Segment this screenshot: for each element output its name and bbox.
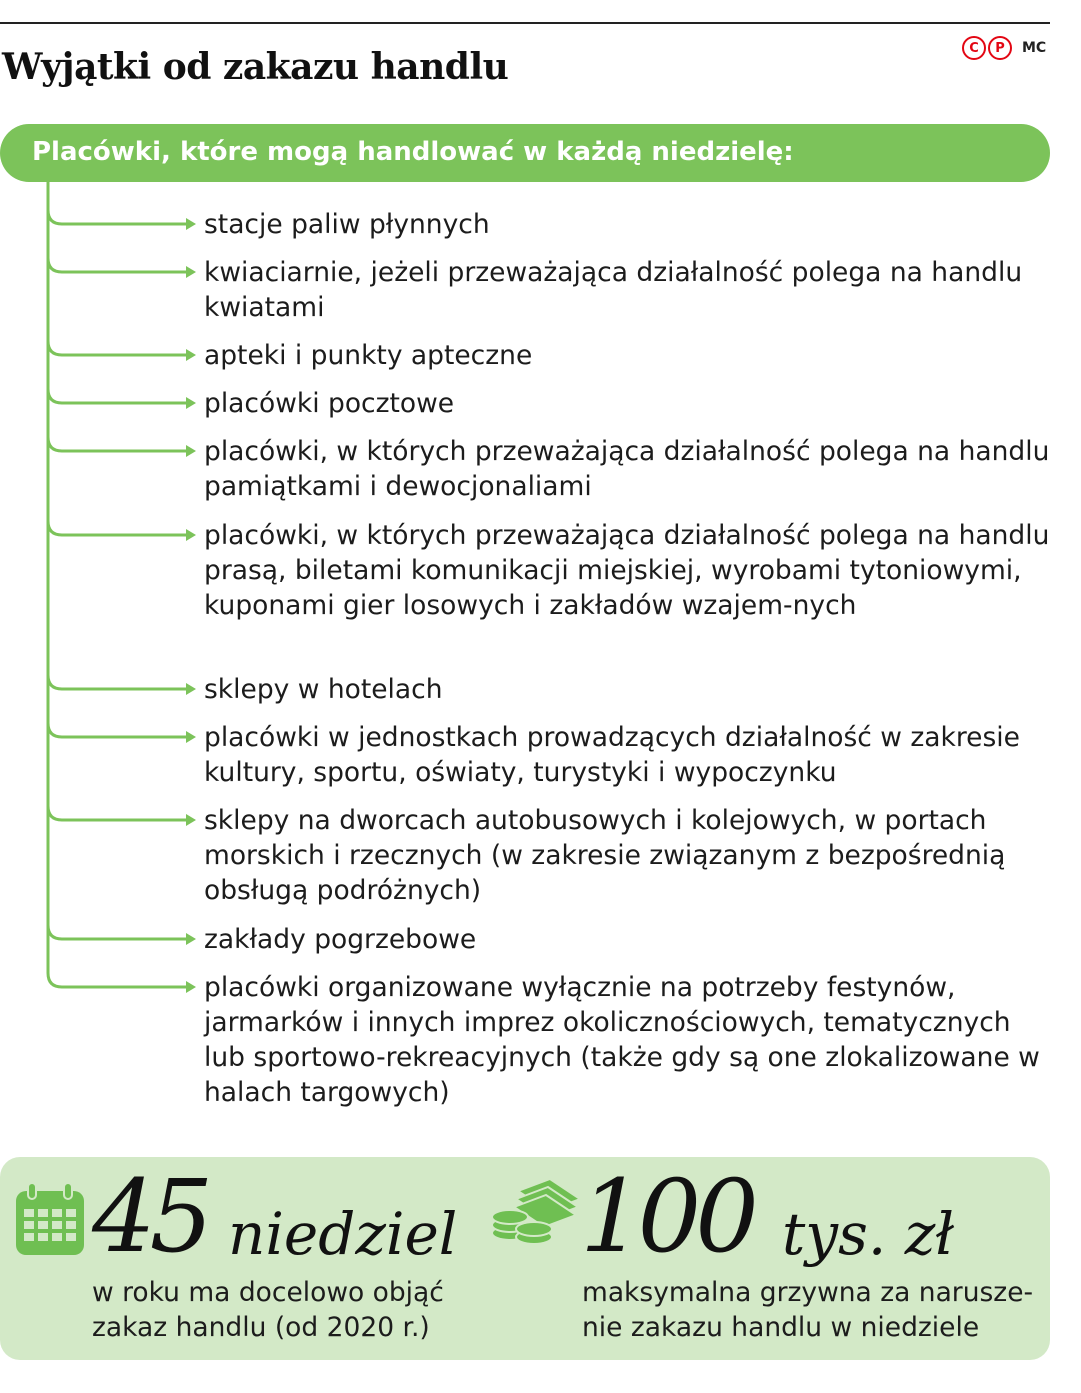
arrow-head-icon bbox=[186, 981, 196, 993]
tree-connector bbox=[0, 0, 210, 1010]
logo-letter-c: C bbox=[962, 36, 986, 60]
logo-letter-p: P bbox=[988, 36, 1012, 60]
arrow-head-icon bbox=[186, 349, 196, 361]
arrow-head-icon bbox=[186, 397, 196, 409]
exception-item: sklepy na dworcach autobusowych i kolejowych, w portach morskich i rzecznych (w zakresie związanym z bezpośrednią obsługą podróżnych) bbox=[204, 805, 1006, 906]
connector-branch bbox=[48, 925, 188, 939]
publisher-logo bbox=[962, 36, 1012, 60]
stat-description: w roku ma docelowo objąć zakaz handlu (od 2020 r.) bbox=[92, 1277, 444, 1343]
connector-branch bbox=[48, 806, 188, 820]
exception-item: stacje paliw płynnych bbox=[204, 209, 490, 240]
connector-branch bbox=[48, 723, 188, 737]
arrow-head-icon bbox=[186, 731, 196, 743]
calendar-icon bbox=[14, 1181, 86, 1257]
stat-unit: niedziel bbox=[228, 1200, 458, 1268]
author-initials: MC bbox=[1022, 40, 1047, 56]
money-icon bbox=[488, 1177, 584, 1247]
connector-branch bbox=[48, 521, 188, 535]
arrow-head-icon bbox=[186, 218, 196, 230]
exception-item: placówki w jednostkach prowadzących działalność w zakresie kultury, sportu, oświaty, turystyki i wypoczynku bbox=[204, 722, 1020, 788]
stats-panel bbox=[0, 1157, 1050, 1360]
connector-branch bbox=[48, 258, 188, 272]
arrow-head-icon bbox=[186, 683, 196, 695]
stat-number: 100 bbox=[580, 1158, 753, 1275]
stat-description: maksymalna grzywna za narusze-nie zakazu handlu w niedziele bbox=[582, 1277, 1034, 1343]
stat-number: 45 bbox=[92, 1158, 208, 1275]
stat-unit: tys. zł bbox=[782, 1200, 955, 1268]
connector-branch bbox=[48, 437, 188, 451]
connector-branch bbox=[48, 675, 188, 689]
connector-branch bbox=[48, 973, 188, 987]
exception-item: sklepy w hotelach bbox=[204, 674, 443, 705]
arrow-head-icon bbox=[186, 814, 196, 826]
page-title: Wyjątki od zakazu handlu bbox=[2, 46, 509, 88]
arrow-head-icon bbox=[186, 933, 196, 945]
exception-item: apteki i punkty apteczne bbox=[204, 340, 533, 371]
arrow-head-icon bbox=[186, 266, 196, 278]
exception-item: placówki pocztowe bbox=[204, 388, 455, 419]
exception-item: kwiaciarnie, jeżeli przeważająca działalność polega na handlu kwiatami bbox=[204, 257, 1023, 323]
exception-item: placówki, w których przeważająca działalność polega na handlu prasą, biletami komunikacji miejskiej, wyrobami tytoniowymi, kuponami gier losowych i zakładów wzajem-nych bbox=[204, 520, 1050, 621]
connector-branch bbox=[48, 210, 188, 224]
exception-item: placówki, w których przeważająca działalność polega na handlu pamiątkami i dewocjonaliami bbox=[204, 436, 1050, 502]
banner-text: Placówki, które mogą handlować w każdą niedzielę: bbox=[32, 137, 794, 167]
exception-item: zakłady pogrzebowe bbox=[204, 924, 477, 955]
arrow-head-icon bbox=[186, 529, 196, 541]
connector-branch bbox=[48, 389, 188, 403]
exception-item: placówki organizowane wyłącznie na potrzeby festynów, jarmarków i innych imprez okolicznościowych, tematycznych lub sportowo-rekreacyjnych (także gdy są one zlokalizowane w halach targowych) bbox=[204, 972, 1040, 1108]
connector-branch bbox=[48, 341, 188, 355]
arrow-head-icon bbox=[186, 445, 196, 457]
